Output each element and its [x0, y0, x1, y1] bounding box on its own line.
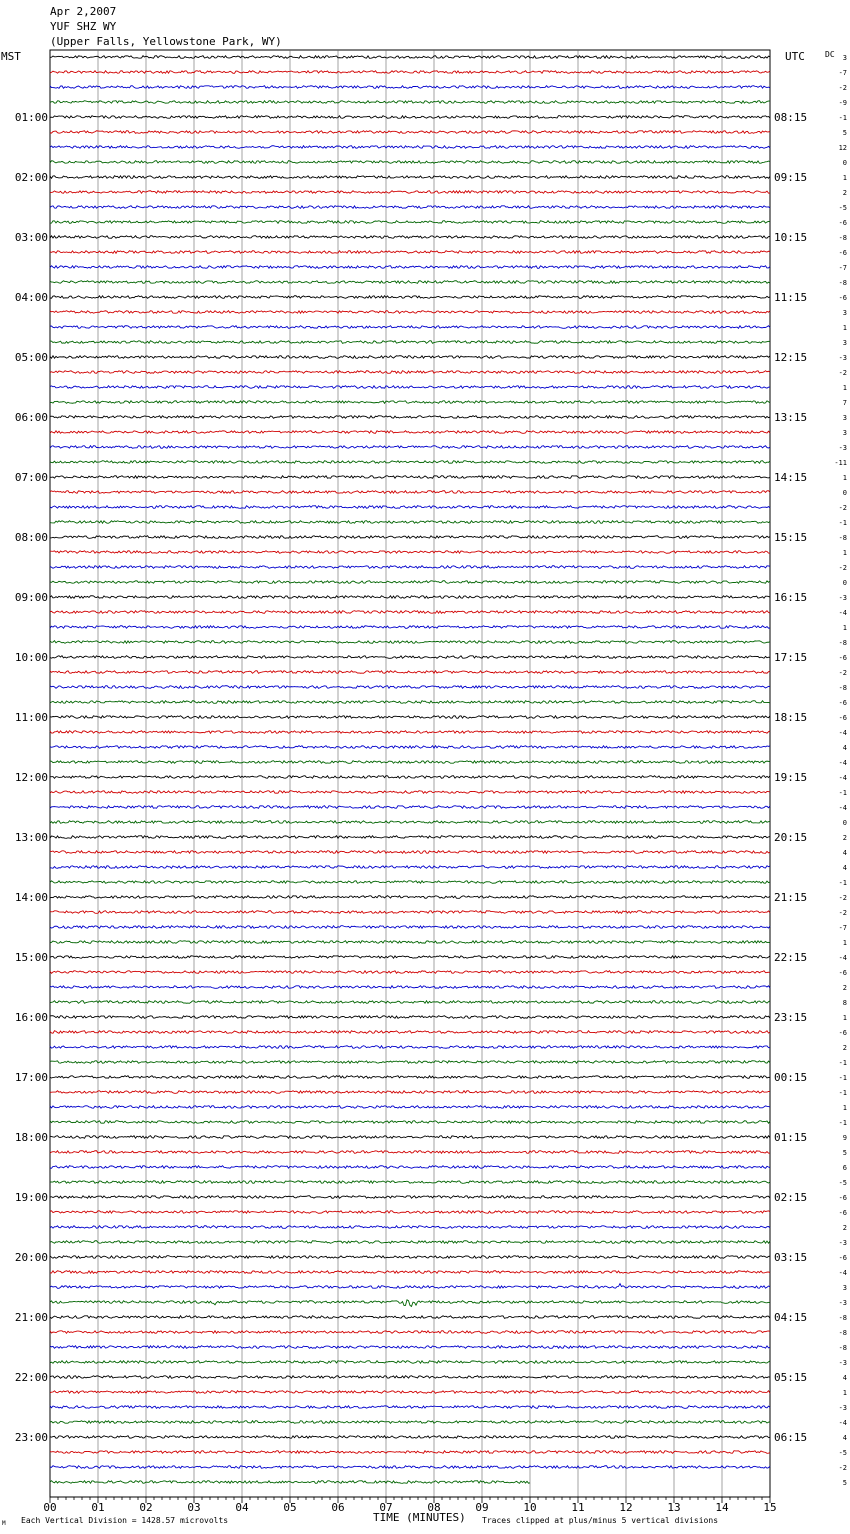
right-hour-label: 13:15: [774, 411, 808, 424]
dc-offset-value: -11: [834, 459, 847, 467]
dc-offset-value: -6: [838, 714, 847, 722]
right-hour-label: 10:15: [774, 231, 808, 244]
trace-line: [50, 1331, 770, 1334]
dc-offset-value: 3: [842, 1284, 847, 1292]
right-hour-label: 20:15: [774, 831, 808, 844]
dc-offset-value: -1: [838, 1089, 847, 1097]
trace-line: [50, 116, 770, 119]
trace-line: [50, 1391, 770, 1394]
dc-offset-value: -4: [838, 804, 847, 812]
dc-offset-value: 1: [842, 549, 847, 557]
right-hour-label: 21:15: [774, 891, 808, 904]
trace-line: [50, 311, 770, 314]
dc-offset-value: 1: [842, 324, 847, 332]
trace-line: [50, 161, 770, 164]
trace-line: [50, 341, 770, 344]
trace-line: [50, 731, 770, 734]
dc-offset-value: -3: [838, 444, 847, 452]
header-location: (Upper Falls, Yellowstone Park, WY): [50, 35, 282, 48]
trace-line: [50, 941, 770, 944]
dc-offset-value: 0: [842, 159, 847, 167]
trace-line: [50, 926, 770, 929]
trace-line: [50, 476, 770, 479]
trace-line: [50, 761, 770, 764]
dc-offset-value: 0: [842, 489, 847, 497]
trace-line: [50, 1376, 770, 1379]
dc-offset-value: -8: [838, 534, 847, 542]
dc-offset-value: 3: [842, 54, 847, 62]
dc-offset-value: -4: [838, 1269, 847, 1277]
trace-line: [50, 1196, 770, 1199]
dc-offset-value: -7: [838, 924, 847, 932]
dc-offset-value: -3: [838, 1299, 847, 1307]
dc-offset-value: -6: [838, 1209, 847, 1217]
trace-line: [50, 1091, 770, 1094]
left-hour-label: 18:00: [14, 1131, 48, 1144]
x-tick-label: 03: [187, 1501, 201, 1514]
dc-offset-value: -6: [838, 699, 847, 707]
trace-line: [50, 1016, 770, 1019]
right-hour-label: 19:15: [774, 771, 808, 784]
dc-offset-value: 1: [842, 624, 847, 632]
left-hour-label: 14:00: [14, 891, 48, 904]
trace-line: [50, 1284, 770, 1289]
dc-offset-value: -2: [838, 894, 847, 902]
trace-line: [50, 401, 770, 404]
trace-line: [50, 431, 770, 434]
dc-offset-value: -8: [838, 1329, 847, 1337]
dc-offset-value: -3: [838, 1239, 847, 1247]
trace-line: [50, 266, 770, 269]
trace-line: [50, 1421, 770, 1424]
dc-offset-value: 3: [842, 309, 847, 317]
dc-offset-value: -6: [838, 1254, 847, 1262]
trace-line: [50, 71, 770, 74]
x-axis-title: TIME (MINUTES): [373, 1511, 466, 1524]
left-hour-label: 02:00: [14, 171, 48, 184]
dc-offset-value: -3: [838, 1359, 847, 1367]
dc-offset-value: 3: [842, 339, 847, 347]
trace-line: [50, 641, 770, 644]
trace-line: [50, 101, 770, 104]
left-hour-label: 22:00: [14, 1371, 48, 1384]
trace-line: [50, 881, 770, 884]
x-tick-label: 12: [619, 1501, 633, 1514]
dc-header-label: DC: [825, 50, 835, 59]
trace-line: [50, 536, 770, 539]
trace-line: [50, 1106, 770, 1109]
right-hour-label: 00:15: [774, 1071, 808, 1084]
dc-offset-value: 1: [842, 1014, 847, 1022]
dc-offset-value: 12: [838, 144, 847, 152]
trace-line: [50, 371, 770, 374]
dc-offset-value: -3: [838, 594, 847, 602]
dc-offset-value: 1: [842, 939, 847, 947]
trace-line: [50, 836, 770, 839]
left-hour-label: 09:00: [14, 591, 48, 604]
dc-offset-value: -6: [838, 1029, 847, 1037]
dc-offset-value: 1: [842, 174, 847, 182]
right-hour-label: 04:15: [774, 1311, 808, 1324]
dc-offset-value: 1: [842, 1389, 847, 1397]
x-tick-label: 04: [235, 1501, 249, 1514]
left-hour-label: 08:00: [14, 531, 48, 544]
dc-offset-value: -8: [838, 684, 847, 692]
trace-line: [50, 1436, 770, 1439]
dc-offset-value: -7: [838, 69, 847, 77]
trace-line: [50, 356, 770, 359]
dc-offset-value: -9: [838, 99, 847, 107]
x-tick-label: 01: [91, 1501, 105, 1514]
x-tick-label: 14: [715, 1501, 729, 1514]
dc-offset-value: 2: [842, 834, 847, 842]
x-tick-label: 00: [43, 1501, 57, 1514]
dc-offset-value: 2: [842, 984, 847, 992]
dc-offset-value: -6: [838, 249, 847, 257]
trace-line: [50, 746, 770, 749]
trace-line: [50, 1226, 770, 1229]
dc-offset-value: -1: [838, 1059, 847, 1067]
dc-offset-value: 9: [842, 1134, 847, 1142]
dc-offset-value: 5: [842, 129, 847, 137]
clip-note: Traces clipped at plus/minus 5 vertical divisions: [482, 1516, 719, 1525]
dc-offset-value: -1: [838, 789, 847, 797]
dc-offset-value: -1: [838, 114, 847, 122]
x-tick-label: 08: [427, 1501, 441, 1514]
dc-offset-value: -2: [838, 909, 847, 917]
trace-line: [50, 506, 770, 509]
dc-offset-value: -6: [838, 654, 847, 662]
trace-line: [50, 1121, 770, 1124]
trace-line: [50, 1316, 770, 1319]
right-hour-label: 03:15: [774, 1251, 808, 1264]
dc-offset-value: -1: [838, 1074, 847, 1082]
trace-line: [50, 1151, 770, 1154]
dc-offset-value: -8: [838, 639, 847, 647]
trace-line: [50, 191, 770, 194]
trace-line: [50, 716, 770, 719]
x-tick-label: 05: [283, 1501, 297, 1514]
dc-offset-value: -3: [838, 1404, 847, 1412]
right-hour-label: 09:15: [774, 171, 808, 184]
right-hour-label: 16:15: [774, 591, 808, 604]
left-hour-label: 23:00: [14, 1431, 48, 1444]
trace-line: [50, 671, 770, 674]
scale-note: Each Vertical Division = 1428.57 microvolts: [21, 1516, 229, 1525]
dc-offset-value: -2: [838, 369, 847, 377]
right-hour-label: 23:15: [774, 1011, 808, 1024]
dc-offset-value: 8: [842, 999, 847, 1007]
dc-offset-value: -1: [838, 519, 847, 527]
dc-offset-value: 4: [842, 744, 847, 752]
right-hour-label: 01:15: [774, 1131, 808, 1144]
trace-line: [50, 1466, 770, 1469]
trace-line: [50, 686, 770, 689]
trace-line: [50, 1181, 770, 1184]
left-hour-label: 11:00: [14, 711, 48, 724]
trace-line: [50, 1451, 770, 1454]
left-hour-label: 20:00: [14, 1251, 48, 1264]
dc-offset-value: -2: [838, 669, 847, 677]
dc-offset-value: 2: [842, 1044, 847, 1052]
dc-offset-value: -5: [838, 1449, 847, 1457]
dc-offset-value: -6: [838, 294, 847, 302]
left-hour-label: 15:00: [14, 951, 48, 964]
dc-offset-value: -4: [838, 1419, 847, 1427]
trace-line: [50, 461, 770, 464]
left-hour-label: 07:00: [14, 471, 48, 484]
trace-line: [50, 806, 770, 809]
trace-line: [50, 1271, 770, 1274]
left-hour-labels: [15, 111, 48, 1444]
trace-line: [50, 176, 770, 179]
left-hour-label: 19:00: [14, 1191, 48, 1204]
x-tick-label: 09: [475, 1501, 489, 1514]
right-hour-label: 17:15: [774, 651, 808, 664]
trace-line: [50, 911, 770, 914]
x-tick-label: 07: [379, 1501, 393, 1514]
right-hour-label: 08:15: [774, 111, 808, 124]
right-timezone-label: UTC: [785, 50, 805, 63]
left-timezone-label: MST: [1, 50, 21, 63]
left-hour-label: 10:00: [14, 651, 48, 664]
dc-offset-value: -6: [838, 1194, 847, 1202]
trace-line: [50, 581, 770, 584]
dc-offset-value: 5: [842, 1149, 847, 1157]
dc-offset-value: 4: [842, 849, 847, 857]
left-hour-label: 04:00: [14, 291, 48, 304]
dc-offset-value: -8: [838, 234, 847, 242]
trace-line: [50, 986, 770, 989]
trace-line: [50, 1241, 770, 1244]
trace-line: [50, 1136, 770, 1139]
dc-offset-value: -7: [838, 264, 847, 272]
x-tick-label: 11: [571, 1501, 585, 1514]
x-tick-label: 15: [763, 1501, 777, 1514]
x-tick-label: 06: [331, 1501, 345, 1514]
trace-line: [50, 236, 770, 239]
left-hour-label: 16:00: [14, 1011, 48, 1024]
dc-offset-value: -6: [838, 969, 847, 977]
dc-offset-value: -6: [838, 219, 847, 227]
left-hour-label: 01:00: [14, 111, 48, 124]
dc-offset-value: 7: [842, 399, 847, 407]
trace-line: [50, 281, 770, 284]
trace-line: [50, 551, 770, 554]
trace-line: [50, 701, 770, 704]
dc-offset-value: 3: [842, 414, 847, 422]
dc-offset-value: -1: [838, 1119, 847, 1127]
dc-offset-value: 1: [842, 474, 847, 482]
trace-line: [50, 1046, 770, 1049]
trace-line: [50, 956, 770, 959]
trace-line: [50, 1031, 770, 1034]
trace-line: [50, 776, 770, 779]
right-hour-label: 15:15: [774, 531, 808, 544]
header-station: YUF SHZ WY: [50, 20, 117, 33]
dc-offset-labels: [834, 54, 847, 1487]
trace-line: [50, 56, 770, 59]
dc-offset-value: -8: [838, 279, 847, 287]
dc-offset-value: 5: [842, 1479, 847, 1487]
trace-line: [50, 866, 770, 869]
trace-line: [50, 626, 770, 629]
left-hour-label: 13:00: [14, 831, 48, 844]
dc-offset-value: -2: [838, 84, 847, 92]
trace-line: [50, 1346, 770, 1349]
left-hour-label: 03:00: [14, 231, 48, 244]
trace-line: [50, 1076, 770, 1079]
dc-offset-value: 1: [842, 1104, 847, 1112]
dc-offset-value: 4: [842, 1434, 847, 1442]
dc-offset-value: 2: [842, 189, 847, 197]
dc-offset-value: 4: [842, 1374, 847, 1382]
trace-line: [50, 1256, 770, 1259]
trace-line: [50, 86, 770, 89]
left-hour-label: 05:00: [14, 351, 48, 364]
trace-line: [50, 521, 770, 524]
x-tick-label: 13: [667, 1501, 681, 1514]
trace-line: [50, 416, 770, 419]
dc-offset-value: 6: [842, 1164, 847, 1172]
right-hour-labels: [774, 111, 807, 1444]
trace-line: [50, 326, 770, 329]
trace-line: [50, 656, 770, 659]
trace-line: [50, 251, 770, 254]
dc-offset-value: 4: [842, 864, 847, 872]
trace-line: [50, 491, 770, 494]
right-hour-label: 12:15: [774, 351, 808, 364]
dc-offset-value: 0: [842, 579, 847, 587]
right-hour-label: 14:15: [774, 471, 808, 484]
trace-line: [50, 446, 770, 449]
dc-offset-value: -8: [838, 1314, 847, 1322]
dc-offset-value: -4: [838, 729, 847, 737]
trace-line: [50, 596, 770, 599]
right-hour-label: 11:15: [774, 291, 808, 304]
dc-offset-value: -5: [838, 204, 847, 212]
trace-line: [50, 971, 770, 974]
dc-offset-value: 3: [842, 429, 847, 437]
left-hour-label: 06:00: [14, 411, 48, 424]
trace-line: [50, 221, 770, 224]
left-hour-label: 21:00: [14, 1311, 48, 1324]
trace-line: [50, 146, 770, 149]
trace-line: [50, 1211, 770, 1214]
dc-offset-value: -5: [838, 1179, 847, 1187]
header-date: Apr 2,2007: [50, 5, 117, 18]
dc-offset-value: -8: [838, 1344, 847, 1352]
trace-line: [50, 296, 770, 299]
dc-offset-value: 2: [842, 1224, 847, 1232]
dc-offset-value: -4: [838, 759, 847, 767]
trace-line: [50, 566, 770, 569]
dc-offset-value: 1: [842, 384, 847, 392]
trace-line: [50, 1001, 770, 1004]
trace-line: [50, 1166, 770, 1169]
dc-offset-value: -1: [838, 879, 847, 887]
dc-offset-value: -4: [838, 774, 847, 782]
right-hour-label: 22:15: [774, 951, 808, 964]
dc-offset-value: -4: [838, 954, 847, 962]
trace-line: [50, 206, 770, 209]
x-tick-label: 02: [139, 1501, 153, 1514]
dc-offset-value: -2: [838, 504, 847, 512]
left-hour-label: 17:00: [14, 1071, 48, 1084]
dc-offset-value: -2: [838, 564, 847, 572]
dc-offset-value: -4: [838, 609, 847, 617]
trace-line: [50, 851, 770, 854]
right-hour-label: 05:15: [774, 1371, 808, 1384]
trace-line: [50, 131, 770, 134]
dc-offset-value: 0: [842, 819, 847, 827]
corner-mark: M: [2, 1520, 6, 1527]
left-hour-label: 12:00: [14, 771, 48, 784]
right-hour-label: 06:15: [774, 1431, 808, 1444]
trace-line: [50, 791, 770, 794]
dc-offset-value: -3: [838, 354, 847, 362]
trace-line: [50, 1061, 770, 1064]
right-hour-label: 18:15: [774, 711, 808, 724]
trace-line: [50, 386, 770, 389]
trace-line: [50, 821, 770, 824]
trace-line: [50, 1406, 770, 1409]
seismogram-traces: [50, 56, 770, 1484]
trace-line: [50, 896, 770, 899]
trace-line: [50, 611, 770, 614]
right-hour-label: 02:15: [774, 1191, 808, 1204]
trace-line: [50, 1300, 770, 1307]
x-tick-label: 10: [523, 1501, 537, 1514]
trace-line: [50, 1361, 770, 1364]
dc-offset-value: -2: [838, 1464, 847, 1472]
